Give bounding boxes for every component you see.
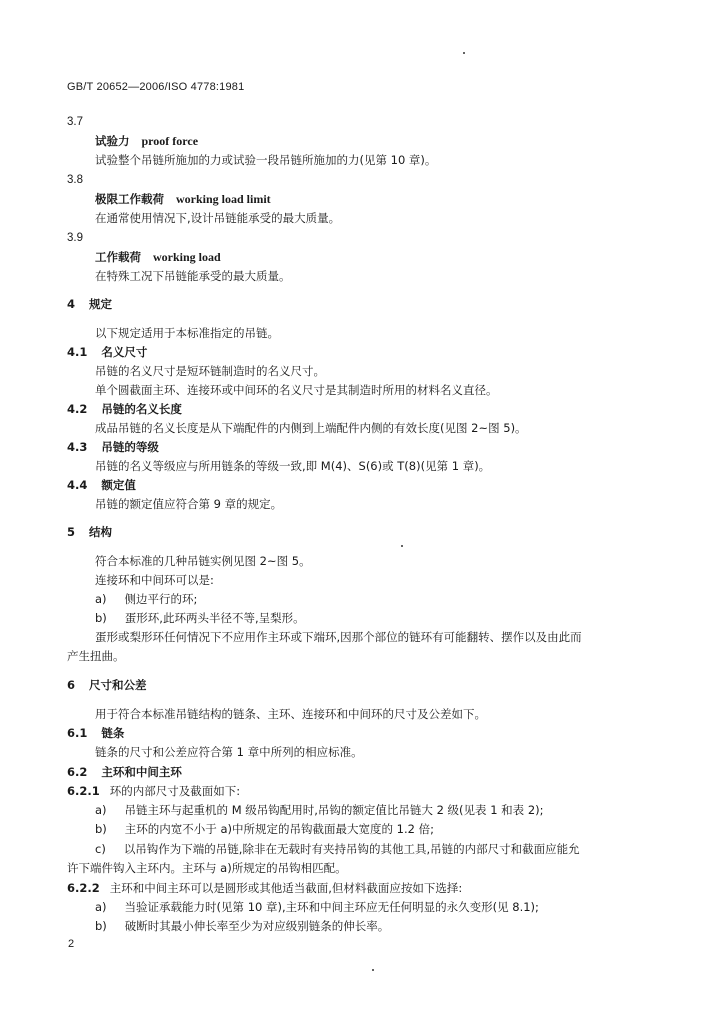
- clause-title-6-2: 主环和中间主环: [101, 765, 182, 779]
- section-4-intro: 以下规定适用于本标准指定的吊链。: [95, 326, 279, 340]
- section-5-item-b: [95, 610, 305, 626]
- list-label-a: a): [95, 592, 107, 606]
- section-5-para-1: 符合本标准的几种吊链实例见图 2~图 5。: [95, 554, 311, 568]
- section-5-para-3-line-2: 产生扭曲。: [67, 649, 125, 663]
- clause-heading-4-1: [67, 344, 147, 360]
- clause-4-2-para-1: 成品吊链的名义长度是从下端配件的内侧到上端配件内侧的有效长度(见图 2~图 5)。: [95, 421, 527, 435]
- clause-number-3-7: 3.7: [67, 116, 83, 128]
- clause-heading-4-2: [67, 401, 182, 417]
- list-text-b: 破断时其最小伸长率至少为对应级别链条的伸长率。: [124, 919, 390, 933]
- clause-6-2-1-item-b: [95, 821, 434, 837]
- term-3-9-zh: 工作载荷: [95, 250, 141, 264]
- clause-6-2-1: [67, 783, 240, 799]
- clause-title-4-3: 吊链的等级: [101, 440, 159, 454]
- list-label-a: a): [95, 900, 107, 914]
- list-text-c: 以吊钩作为下端的吊链,除非在无载时有夹持吊钩的其他工具,吊链的内部尺寸和截面应能允: [123, 842, 580, 856]
- clause-6-2-1-item-c-line-2: 许下端件钩入主环内。主环与 a)所规定的吊钩相匹配。: [67, 861, 347, 875]
- definition-3-7: 试验整个吊链所施加的力或试验一段吊链所施加的力(见第 10 章)。: [95, 153, 437, 167]
- clause-text-6-2-2: 主环和中间主环可以是圆形或其他适当截面,但材料截面应按如下选择:: [109, 881, 463, 895]
- term-3-8: [95, 191, 271, 207]
- term-3-7-zh: 试验力: [95, 134, 130, 148]
- clause-heading-4-3: [67, 439, 159, 455]
- section-5-para-2: 连接环和中间环可以是:: [95, 573, 214, 587]
- clause-number-6-2-1: 6.2.1: [67, 784, 100, 798]
- section-heading-4: [67, 296, 112, 312]
- clause-title-4-4: 额定值: [101, 478, 136, 492]
- list-label-a: a): [95, 803, 107, 817]
- section-5-para-3-line-1: 蛋形或梨形环任何情况下不应用作主环或下端环,因那个部位的链环有可能翻转、摆作以及由此而: [95, 630, 582, 644]
- section-number-6: 6: [67, 678, 76, 692]
- clause-title-4-1: 名义尺寸: [101, 345, 148, 359]
- clause-number-4-4: 4.4: [67, 478, 88, 492]
- clause-title-6-1: 链条: [101, 726, 125, 740]
- clause-number-4-2: 4.2: [67, 402, 88, 416]
- scan-speck: [463, 52, 465, 54]
- definition-3-9: 在特殊工况下吊链能承受的最大质量。: [95, 269, 291, 283]
- section-title-5: 结构: [89, 525, 113, 539]
- term-3-8-en: working load limit: [176, 192, 271, 206]
- term-3-7-en: proof force: [141, 134, 199, 148]
- clause-6-2-2: [67, 880, 462, 896]
- page-number: 2: [68, 938, 75, 950]
- term-3-8-zh: 极限工作载荷: [95, 192, 164, 206]
- list-text-b: 主环的内宽不小于 a)中所规定的吊钩截面最大宽度的 1.2 倍;: [124, 822, 434, 836]
- list-label-b: b): [95, 611, 107, 625]
- term-3-9-en: working load: [153, 250, 221, 264]
- clause-number-3-8: 3.8: [67, 174, 83, 186]
- clause-6-2-1-item-c-line-1: [95, 841, 580, 857]
- section-heading-5: [67, 524, 112, 540]
- clause-heading-4-4: [67, 477, 136, 493]
- list-label-b: b): [95, 822, 107, 836]
- list-label-c: c): [95, 842, 106, 856]
- scan-speck: [401, 545, 403, 547]
- list-text-a: 当验证承载能力时(见第 10 章),主环和中间主环应无任何明显的永久变形(见 8.1);: [124, 900, 539, 914]
- clause-title-4-2: 吊链的名义长度: [101, 402, 182, 416]
- section-heading-6: [67, 677, 147, 693]
- clause-6-1-para-1: 链条的尺寸和公差应符合第 1 章中所列的相应标准。: [95, 745, 363, 759]
- term-3-7: [95, 133, 198, 149]
- term-3-9: [95, 249, 221, 265]
- clause-6-2-2-item-a: [95, 899, 539, 915]
- clause-number-6-2: 6.2: [67, 765, 88, 779]
- section-5-item-a: [95, 591, 197, 607]
- clause-text-6-2-1: 环的内部尺寸及截面如下:: [109, 784, 241, 798]
- list-text-a: 侧边平行的环;: [124, 592, 198, 606]
- list-text-a: 吊链主环与起重机的 M 级吊钩配用时,吊钩的额定值比吊链大 2 级(见表 1 和表 2);: [124, 803, 544, 817]
- clause-4-3-para-1: 吊链的名义等级应与所用链条的等级一致,即 M(4)、S(6)或 T(8)(见第 1 章)。: [95, 459, 491, 473]
- clause-number-6-1: 6.1: [67, 726, 88, 740]
- definition-3-8: 在通常使用情况下,设计吊链能承受的最大质量。: [95, 211, 341, 225]
- scan-speck: [372, 969, 374, 971]
- section-title-6: 尺寸和公差: [89, 678, 147, 692]
- section-6-intro: 用于符合本标准吊链结构的链条、主环、连接环和中间环的尺寸及公差如下。: [95, 707, 486, 721]
- clause-heading-6-2: [67, 764, 182, 780]
- clause-number-6-2-2: 6.2.2: [67, 881, 100, 895]
- clause-4-1-para-2: 单个圆截面主环、连接环或中间环的名义尺寸是其制造时所用的材料名义直径。: [95, 383, 498, 397]
- clause-number-3-9: 3.9: [67, 232, 83, 244]
- clause-number-4-1: 4.1: [67, 345, 88, 359]
- clause-heading-6-1: [67, 725, 124, 741]
- clause-number-4-3: 4.3: [67, 440, 88, 454]
- section-number-5: 5: [67, 525, 76, 539]
- clause-6-2-2-item-b: [95, 918, 389, 934]
- clause-4-4-para-1: 吊链的额定值应符合第 9 章的规定。: [95, 497, 283, 511]
- section-number-4: 4: [67, 297, 76, 311]
- list-text-b: 蛋形环,此环两头半径不等,呈梨形。: [124, 611, 305, 625]
- list-label-b: b): [95, 919, 107, 933]
- standard-header: GB/T 20652—2006/ISO 4778:1981: [67, 81, 245, 93]
- clause-6-2-1-item-a: [95, 802, 544, 818]
- section-title-4: 规定: [89, 297, 113, 311]
- clause-4-1-para-1: 吊链的名义尺寸是短环链制造时的名义尺寸。: [95, 364, 325, 378]
